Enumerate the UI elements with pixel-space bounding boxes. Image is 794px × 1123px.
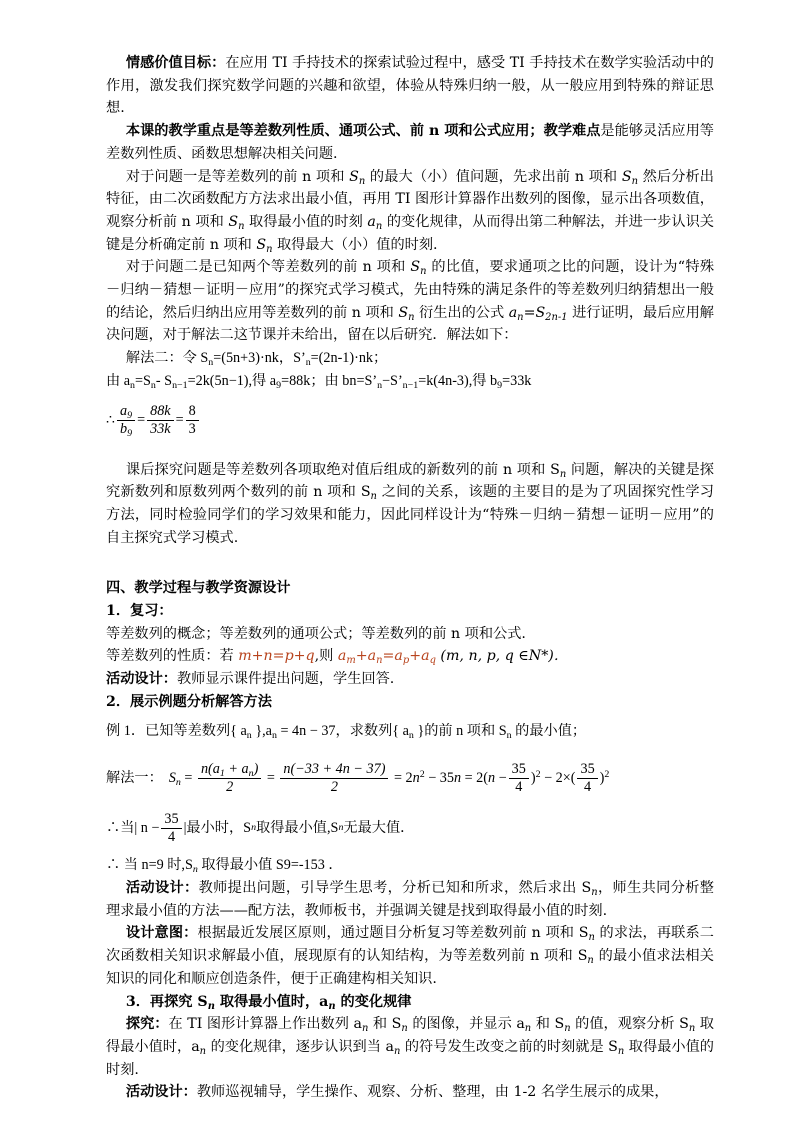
text-segment: ，师生共同分析整理求最小值的方法——配方法，教师板书，并强调关键是找到取得最小值的时刻.: [106, 879, 714, 919]
math-sn: $S_n$: [256, 236, 273, 255]
text-segment: 对于问题二是已知两个等差数列的前 n 项和: [125, 259, 411, 276]
text-segment: - S: [155, 372, 173, 389]
text-segment: 由 a: [106, 372, 131, 389]
text-segment: 课后探究问题是等差数列各项取绝对值后组成的新数列的前 n 项和 S: [125, 461, 560, 478]
text-segment: 等差数列的性质：若: [106, 648, 239, 665]
text-segment: 在 TI 图形计算器上作出数列 a: [168, 1016, 362, 1033]
text-segment: 的变化规律: [335, 993, 412, 1010]
text-segment: =S: [135, 372, 151, 389]
text-segment: 的变化规律，逐步认识到当 a: [206, 1038, 394, 1055]
label-key-point: 本课的教学重点: [125, 123, 226, 140]
text-segment: 取得最小值的时刻.: [106, 1038, 714, 1078]
text-segment: ∴当| n −: [106, 819, 160, 836]
text-segment: −S’: [382, 372, 403, 389]
text-segment: 的符号发生改变之前的时刻就是 S: [400, 1038, 618, 1055]
text-segment: 取得最小值 S9=-153 ．: [197, 857, 343, 874]
numerator-symbol: a: [120, 403, 128, 420]
text-difficulty: 是能够灵活应用等差数列性质、函数思想解决相关问题.: [106, 123, 714, 162]
fraction-a9-b9: $\frac{a_9}{b_9}$: [117, 403, 135, 438]
fraction-88k-33k: [147, 403, 174, 438]
text-segment: 取得最小值,S: [256, 819, 339, 836]
text-segment: ,则: [314, 648, 338, 665]
text-segment: =33k: [502, 372, 532, 389]
text-segment: 的最大（小）值问题，先求出前 n 项和: [365, 168, 622, 185]
text-emotion-goal: 在应用 TI 手持技术的探索试验过程中，感受 TI 手持技术在数学实验活动中的作用，激发我们探究数学问题的兴趣和欲望，体验从特殊归纳一般，从一般应用到特殊的辩证思想.: [106, 55, 714, 117]
subheading-explore: 3．再探究 $S_n$ 取得最小值时，$a_n$ 的变化规律: [125, 993, 412, 1012]
label-activity: 活动设计：: [125, 1084, 197, 1101]
text-segment: =(5n+3)·nk，S’: [213, 350, 306, 367]
text-segment: = 4n − 37，求数列{ a: [276, 722, 409, 739]
text-segment: =(2n-1)·nk；: [310, 350, 388, 367]
text-segment: =2k(5n−1),得 a: [187, 372, 277, 389]
review-activity: [106, 668, 714, 691]
therefore-symbol: ∴: [106, 412, 116, 429]
text-segment: 3．再探究 S: [125, 993, 208, 1010]
equals-sign: =: [175, 412, 184, 429]
numerator: 8: [186, 403, 199, 421]
text-segment: 教师提出问题，引导学生思考，分析已知和所求，然后求出 S: [198, 879, 592, 896]
text-segment: }的前 n 项和 S: [413, 722, 507, 739]
solution-one-equation: 解法一： $S_n$ = $\frac{n(a_1 + a_n)}{2}$ = $\frac{n(-33 + 4n - 37)}{2}$ = $2n^2 - 35n = 2(n$ − $\frac{35}{4}$ )$^2$ − 2×( $\frac{35}{4}$ )$^2$: [106, 760, 610, 795]
explore-activity: [106, 1081, 714, 1104]
document-page: [106, 52, 714, 1104]
denominator: 33k: [150, 421, 171, 438]
math-formula-an-s2n: $a_n=S_{2n-1}$: [508, 304, 568, 323]
math-an: $a_n$: [367, 213, 383, 232]
text-segment: 的比值，要求通项之比的问题，设计为“特殊－归纳－猜想－证明－应用”的探究式学习模式，先由特殊的满足条件的等差数列归纳猜想出一般的结论，然后归纳出应用等差数列的前 n 项和: [106, 259, 715, 321]
label-explore: 探究：: [125, 1016, 169, 1033]
text-segment: 的变化规律，从而得出第二种解法，并进一步认识关键是分析确定前 n 项和: [106, 213, 714, 253]
text-activity: 教师巡视辅导，学生操作、观察、分析、整理，由 1-2 名学生展示的成果，: [196, 1084, 669, 1101]
text-segment: 取得最大（小）值的时刻.: [272, 236, 438, 253]
text-activity: 教师显示课件提出问题，学生回答.: [176, 671, 395, 688]
label-design-intent: 设计意图：: [125, 925, 198, 942]
text-segment: 取得最小值时，a: [214, 993, 329, 1010]
math-sn: $S_n$: [228, 213, 245, 232]
example-activity: 活动设计：教师提出问题，引导学生思考，分析已知和所求，然后求出 $S_n$，师生共同分析整理求最小值的方法——配方法，教师板书，并强调关键是找到取得最小值的时刻.: [106, 879, 714, 919]
explore-paragraph: 探究：在 TI 图形计算器上作出数列 $a_n$ 和 $S_n$ 的图像，并显示 $a_n$ 和 $S_n$ 的值，观察分析 $S_n$ 取得最小值时，$a_n$ 的变化规律，逐步认识到当 $a_n$ 的符号发生改变之前的时刻就是 $S_n$ 取得最小值的时刻.: [106, 1016, 714, 1078]
text-segment: 的值，观察分析 S: [570, 1016, 689, 1033]
subheading-review: 1．复习：: [106, 603, 173, 620]
formula-symbol: a: [508, 304, 518, 321]
paragraph-problem-two: [106, 256, 714, 347]
equals-sign: =: [137, 412, 146, 429]
math-sn: $S_n$: [349, 168, 366, 187]
label-activity: 活动设计：: [125, 879, 199, 896]
text-segment: 的最小值求法相关知识的同化和顺应创造条件，便于正确建构相关知识.: [106, 948, 714, 987]
text-segment: 的最小值；: [511, 722, 587, 739]
ratio-equation: [106, 399, 714, 443]
numerator: 88k: [147, 403, 174, 421]
highlight-formula: m+n=p+q: [238, 648, 315, 665]
label-solution-one: 解法一：: [106, 769, 163, 786]
text-segment: (m, n, p, q ∈N*)．: [435, 648, 569, 665]
text-segment: ∴ 当 n=9 时,S: [106, 857, 193, 874]
paragraph-after-class: 课后探究问题是等差数列各项取绝对值后组成的新数列的前 n 项和 $S_n$ 问题，解决的关键是探究新数列和原数列两个数列的前 n 项和 $S_n$ 之间的关系，该题的主要目的是为了巩固探究性学习方法，同时检验同学们的学习效果和能力，因此同样设计为“特殊－归纳－猜想－证明－应用”的自主探究式学习模式.: [106, 461, 714, 546]
fraction-8-3: [186, 403, 199, 438]
denominator-symbol: b: [120, 421, 128, 438]
min-condition: ∴当| n − $\frac{35}{4}$ |最小时，S n 取得最小值,S n 无最大值．: [106, 810, 415, 845]
label-difficulty: 教学难点: [543, 123, 601, 140]
design-intent: 设计意图：根据最近发展区原则，通过题目分析复习等差数列前 n 项和 $S_n$ 的求法，再联系二次函数相关知识求解最小值，展现原有的认知结构，为等差数列前 n 项和 $S_n$ 的最小值求法相关知识的同化和顺应创造条件，便于正确建构相关知识.: [106, 925, 714, 987]
text-segment: 无最大值．: [343, 819, 415, 836]
math-sn: $S_n$: [621, 168, 638, 187]
math-sn: $S_n$: [410, 259, 427, 278]
text-segment: =88k；由 bn=S’: [281, 372, 378, 389]
math-sn: $S_n$: [398, 304, 415, 323]
text-segment: 解法二：令 S: [125, 350, 209, 367]
formula-symbol: a: [337, 648, 347, 665]
text-segment: 进行证明，最后应用解决问题，对于解法二这节课并未给出，留在以后研究．解法如下：: [106, 304, 714, 344]
text-segment: 取得最小值时，a: [106, 1016, 714, 1055]
text-segment: 根据最近发展区原则，通过题目分析复习等差数列前 n 项和 S: [197, 925, 589, 942]
text-segment: },a: [251, 722, 272, 739]
solution-two-line1: 解法二：令 $S_n=(5n+3)\cdot nk$，$S’_n=(2n-1)\cdot nk$；: [125, 350, 388, 369]
text-segment: 对于问题一是等差数列的前 n 项和: [125, 168, 350, 185]
solution-two-line2: 由 $a_n=S_n-$ $S_{n-1}=2k(5n-1)$,得 $a_9=88k$；由 $bn=S’_n-S’_{n-1}=k(4n-3)$,得 $b_9=33k$: [106, 372, 532, 391]
denominator: 3: [188, 421, 196, 438]
text-key-point: 是等差数列性质、通项公式、前 n 项和公式应用；: [225, 123, 544, 140]
example-1: 例 1．已知等差数列{ $a_n$ }$,a_n = 4n - 37$，求数列{ $a_n$ }的前 n 项和 $S_n$ 的最小值；: [106, 722, 587, 741]
section-heading-4: 四、教学过程与教学资源设计: [106, 580, 291, 597]
text-segment: 的求法，再联系二次函数相关知识求解最小值，展现原有的认知结构，为等差数列前 n 项和 S: [106, 925, 714, 965]
paragraph-emotion-goal: [106, 52, 714, 120]
text-segment: 然后分析出特征，由二次函数配方方法求出最小值，再用 TI 图形计算器作出数列的图像，显示出各项数值，观察分析前 n 项和: [106, 168, 714, 230]
text-segment: 的图像，并显示 a: [407, 1016, 525, 1033]
paragraph-key-points: [106, 120, 714, 165]
text-segment: 和 S: [531, 1016, 565, 1033]
paragraph-problem-one: [106, 166, 714, 257]
subheading-examples: 2．展示例题分析解答方法: [106, 693, 272, 710]
text-segment: 和 S: [368, 1016, 402, 1033]
text-segment: 取得最小值的时刻: [244, 213, 368, 230]
label-emotion-goal: 情感价值目标：: [125, 55, 226, 71]
text-segment: |最小时，S: [183, 819, 252, 836]
text-segment: =k(4n-3),得 b: [418, 372, 498, 389]
text-segment: 之间的关系，该题的主要目的是为了巩固探究性学习方法，同时检验同学们的学习效果和能力，因此同样设计为“特殊－归纳－猜想－证明－应用”的自主探究式学习模式.: [106, 484, 714, 546]
text-segment: 问题，解决的关键是探究新数列和原数列两个数列的前 n 项和 S: [106, 461, 714, 501]
review-line-2: [106, 645, 714, 668]
text-segment: 衍生出的公式: [414, 304, 509, 321]
review-line-1: 等差数列的概念；等差数列的通项公式；等差数列的前 n 项和公式.: [106, 625, 526, 642]
highlight-formula: $a_m+a_n=a_p+a_q$: [337, 648, 436, 667]
label-activity: 活动设计：: [106, 671, 177, 688]
text-segment: 例 1．已知等差数列{ a: [106, 722, 247, 739]
result-line: ∴ 当 n=9 时$,S_n$ 取得最小值 S9=-153 ．: [106, 857, 343, 876]
